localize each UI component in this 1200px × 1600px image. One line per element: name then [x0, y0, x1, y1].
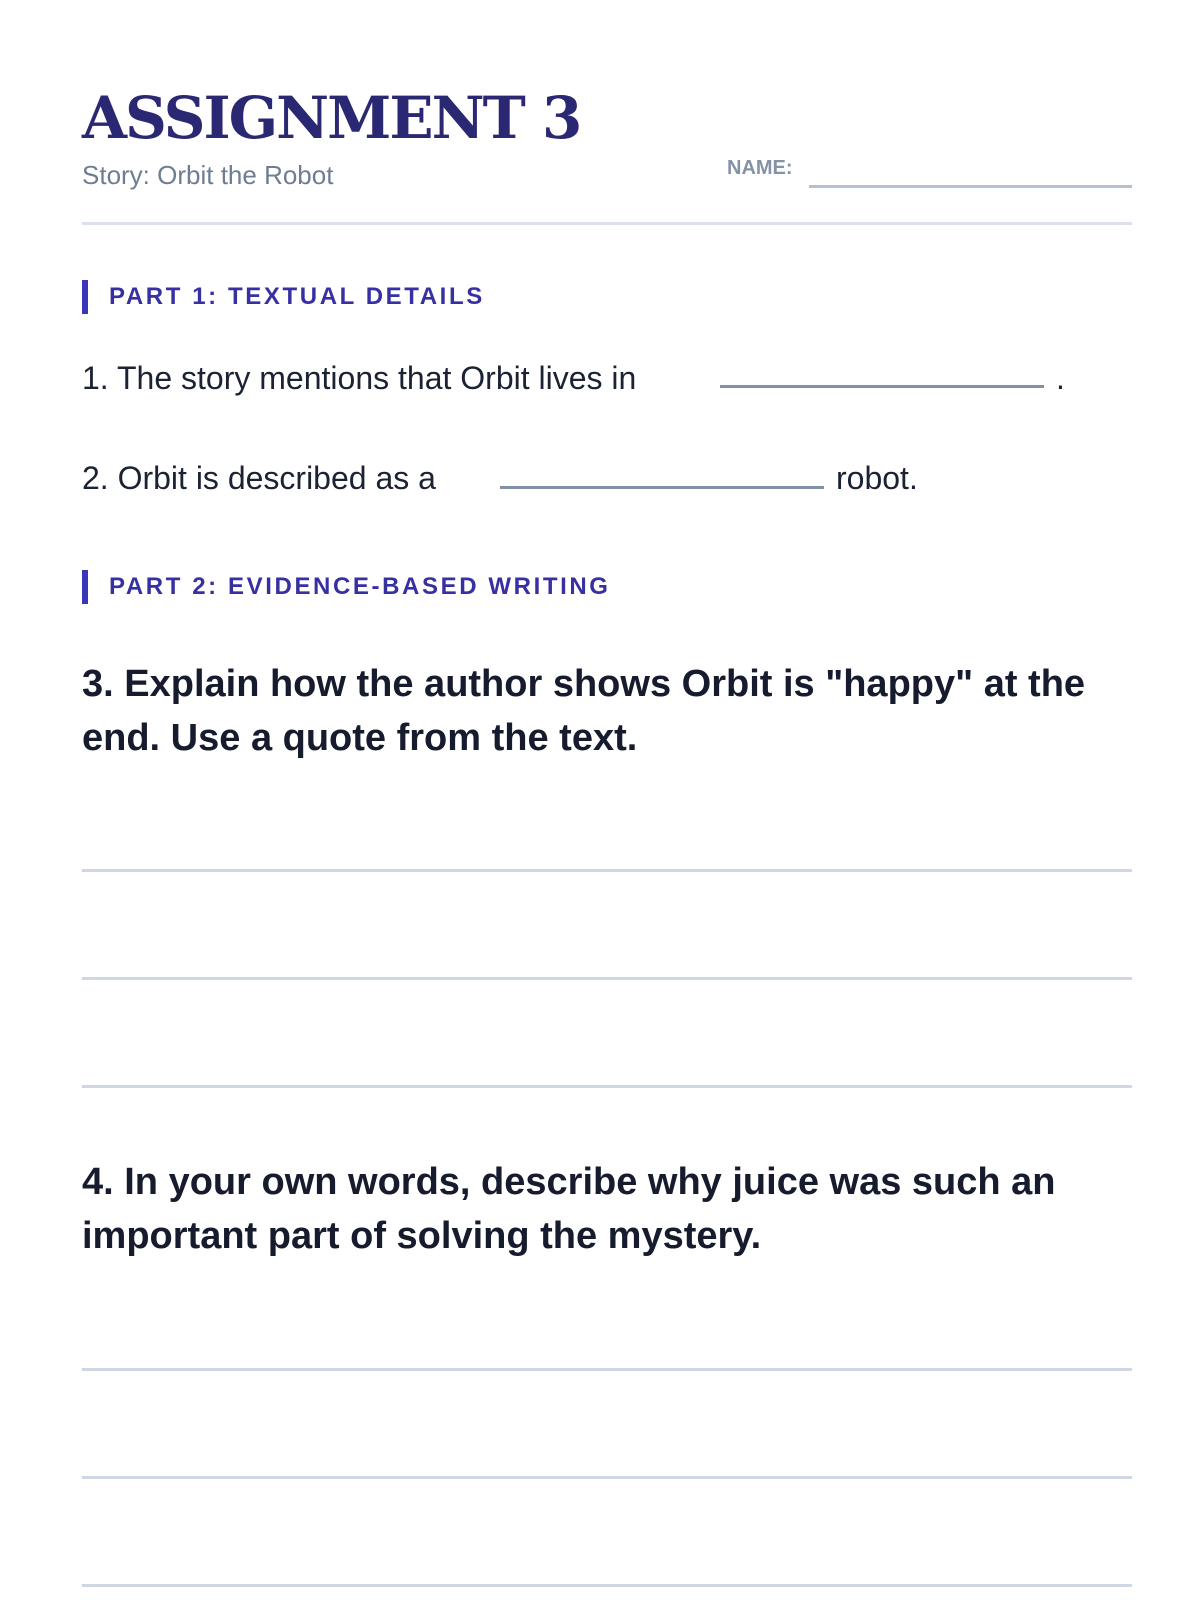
name-label: NAME:: [727, 157, 793, 179]
question-4-prompt: 4. In your own words, describe why juice was such an important part of solving the mystery.: [82, 1161, 1056, 1257]
story-subtitle: Story: Orbit the Robot: [82, 160, 334, 190]
question-4-answer-line[interactable]: [82, 1476, 1132, 1479]
part2-heading: [82, 570, 611, 604]
worksheet-page: [82, 0, 1132, 1600]
question-4-answer-line[interactable]: [82, 1584, 1132, 1587]
section-marker: [82, 570, 88, 604]
question-2-text: 2. Orbit is described as a: [82, 460, 436, 496]
name-field[interactable]: [809, 185, 1132, 188]
question-2-end: robot.: [836, 460, 918, 496]
question-3-answer-line[interactable]: [82, 1085, 1132, 1088]
part1-heading: [82, 280, 485, 314]
section-marker: [82, 280, 88, 314]
header-divider: [82, 222, 1132, 225]
question-1-blank[interactable]: [720, 385, 1044, 388]
part1-heading-text: PART 1: TEXTUAL DETAILS: [109, 283, 485, 310]
question-3-answer-line[interactable]: [82, 869, 1132, 872]
question-4-answer-line[interactable]: [82, 1368, 1132, 1371]
question-3-answer-line[interactable]: [82, 977, 1132, 980]
assignment-title: ASSIGNMENT 3: [82, 84, 581, 152]
part2-heading-text: PART 2: EVIDENCE-BASED WRITING: [109, 573, 611, 600]
question-1-text: 1. The story mentions that Orbit lives in: [82, 360, 637, 396]
question-3-prompt: 3. Explain how the author shows Orbit is "happy" at the end. Use a quote from the text.: [82, 663, 1086, 759]
question-2-blank[interactable]: [500, 486, 824, 489]
question-1-end: .: [1056, 360, 1065, 396]
